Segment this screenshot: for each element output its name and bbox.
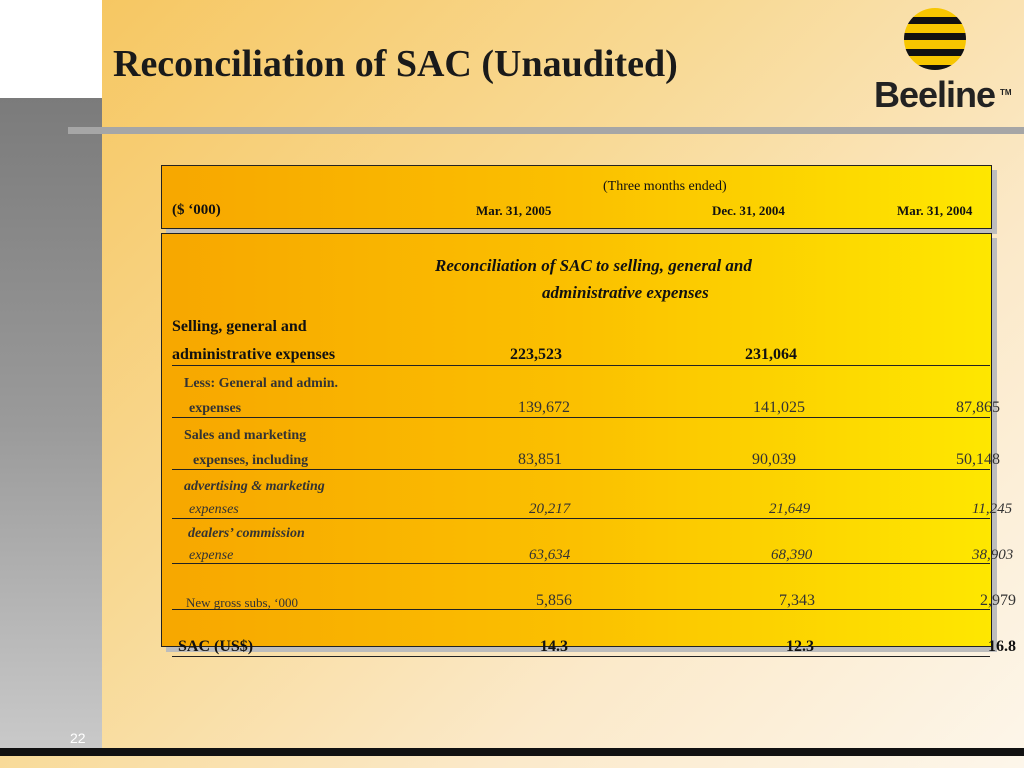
- page-number: 22: [70, 730, 86, 746]
- footer-bar: [0, 748, 1024, 756]
- logo-text: Beeline: [874, 74, 996, 115]
- sm-value-dec-2004: 90,039: [752, 451, 796, 468]
- subs-value-dec-2004: 7,343: [779, 592, 815, 609]
- sac-value-mar-2005: 14.3: [540, 638, 568, 655]
- sac-value-mar-2004: 16.8: [988, 638, 1016, 655]
- ga-underline: [172, 417, 990, 418]
- col-header-dec-2004: Dec. 31, 2004: [712, 203, 785, 218]
- adv-underline: [172, 518, 990, 519]
- col-header-mar-2005: Mar. 31, 2005: [476, 203, 552, 218]
- sm-label-2: expenses, including: [193, 453, 309, 468]
- table-body-panel: [161, 233, 1016, 655]
- subs-label: New gross subs, ‘000: [186, 595, 298, 610]
- sm-value-mar-2005: 83,851: [518, 451, 562, 468]
- dc-label-1: dealers’ commission: [188, 526, 305, 541]
- period-caption: (Three months ended): [603, 179, 727, 194]
- title-divider: [68, 127, 1024, 134]
- dc-value-mar-2005: 63,634: [529, 547, 571, 563]
- adv-label-2: expenses: [189, 502, 239, 517]
- ga-value-mar-2004: 87,865: [956, 399, 1000, 416]
- units-label: ($ ‘000): [172, 202, 221, 218]
- section-title-line2: administrative expenses: [542, 283, 709, 302]
- dc-value-dec-2004: 68,390: [771, 547, 813, 563]
- section-title-line1: Reconciliation of SAC to selling, general and: [435, 256, 752, 275]
- beeline-logo-icon: [904, 8, 966, 70]
- adv-label-1: advertising & marketing: [184, 479, 325, 494]
- table-header-panel: [161, 165, 992, 229]
- sga-value-mar-2005: 223,523: [510, 346, 562, 363]
- subs-value-mar-2004: 2,979: [980, 592, 1016, 609]
- adv-value-dec-2004: 21,649: [769, 501, 811, 517]
- dc-underline: [172, 563, 990, 564]
- subs-underline: [172, 609, 990, 610]
- sm-underline: [172, 469, 990, 470]
- adv-value-mar-2004: 11,245: [972, 501, 1013, 517]
- left-white-block: [0, 0, 102, 98]
- sm-label-1: Sales and marketing: [184, 428, 307, 443]
- left-gray-bar: [0, 98, 102, 748]
- sm-value-mar-2004: 50,148: [956, 451, 1000, 468]
- sga-value-dec-2004: 231,064: [745, 346, 797, 363]
- subs-value-mar-2005: 5,856: [536, 592, 572, 609]
- col-header-mar-2004: Mar. 31, 2004: [897, 203, 973, 218]
- sga-label-2: administrative expenses: [172, 346, 336, 363]
- ga-label-1: Less: General and admin.: [184, 376, 339, 391]
- adv-value-mar-2005: 20,217: [529, 501, 571, 517]
- dc-value-mar-2004: 38,903: [972, 547, 1014, 563]
- ga-label-2: expenses: [189, 401, 242, 416]
- sga-underline: [172, 365, 990, 366]
- sac-label: SAC (US$): [178, 638, 254, 655]
- sac-underline: [172, 656, 990, 657]
- logo-tm: TM: [1000, 88, 1012, 97]
- page-title: Reconciliation of SAC (Unaudited): [113, 43, 678, 85]
- ga-value-mar-2005: 139,672: [518, 399, 570, 416]
- ga-value-dec-2004: 141,025: [753, 399, 805, 416]
- dc-label-2: expense: [189, 548, 234, 563]
- sga-label-1: Selling, general and: [172, 318, 307, 335]
- sac-value-dec-2004: 12.3: [786, 638, 814, 655]
